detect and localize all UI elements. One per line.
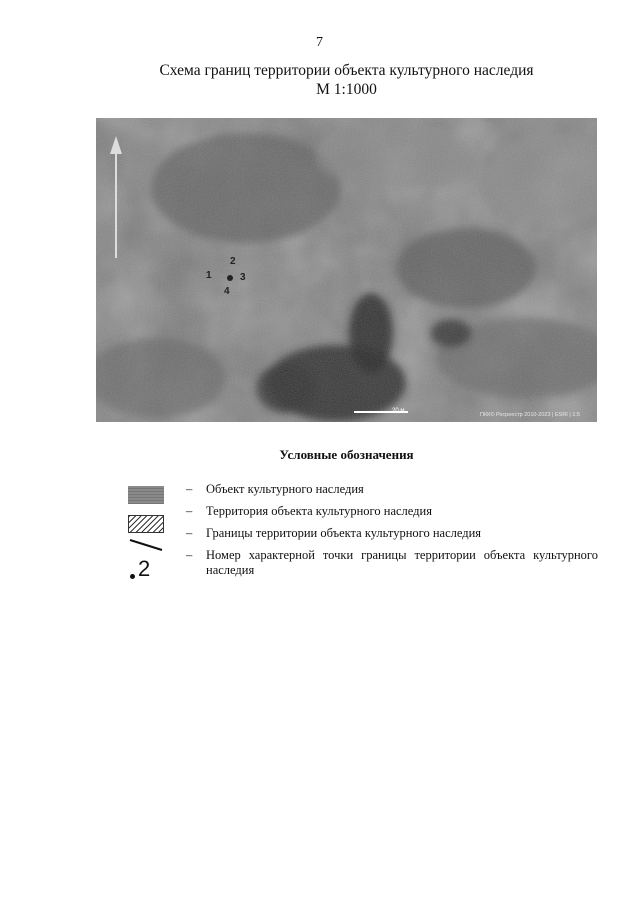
page-title: Схема границ территории объекта культурного наследия [159,62,534,79]
satellite-imagery [96,118,597,422]
point-label-3: 3 [240,272,246,283]
legend-item-label: Границы территории объекта культурного наследия [206,526,482,540]
legend-dash: – [186,526,193,540]
object-fill-icon [128,486,164,504]
point-label-1: 1 [206,270,212,281]
point-label-2: 2 [230,256,236,267]
territory-hatch-icon [128,515,164,533]
satellite-map [96,118,597,422]
legend-title: Условные обозначения [279,447,414,462]
page-number: 7 [316,35,323,50]
point-label-4: 4 [224,286,230,297]
point-number-sample: 2 [138,556,151,581]
legend-dash: – [186,504,193,518]
map-copyright: ПКК© Росреестр 2010-2023 | ESRI | 1:5 [480,412,580,418]
legend-dash: – [186,482,193,496]
map-scale: М 1:1000 [316,81,377,98]
boundary-line-icon [128,538,164,552]
scale-bar-label: 20 м [392,408,405,414]
point-number-icon [130,558,170,584]
legend-dash: – [186,548,193,562]
legend-item-label: Объект культурного наследия [206,482,364,496]
legend-item-label: Номер характерной точки границы территории объекта культурного наследия [206,548,598,577]
legend-item-label: Территория объекта культурного наследия [206,504,432,518]
